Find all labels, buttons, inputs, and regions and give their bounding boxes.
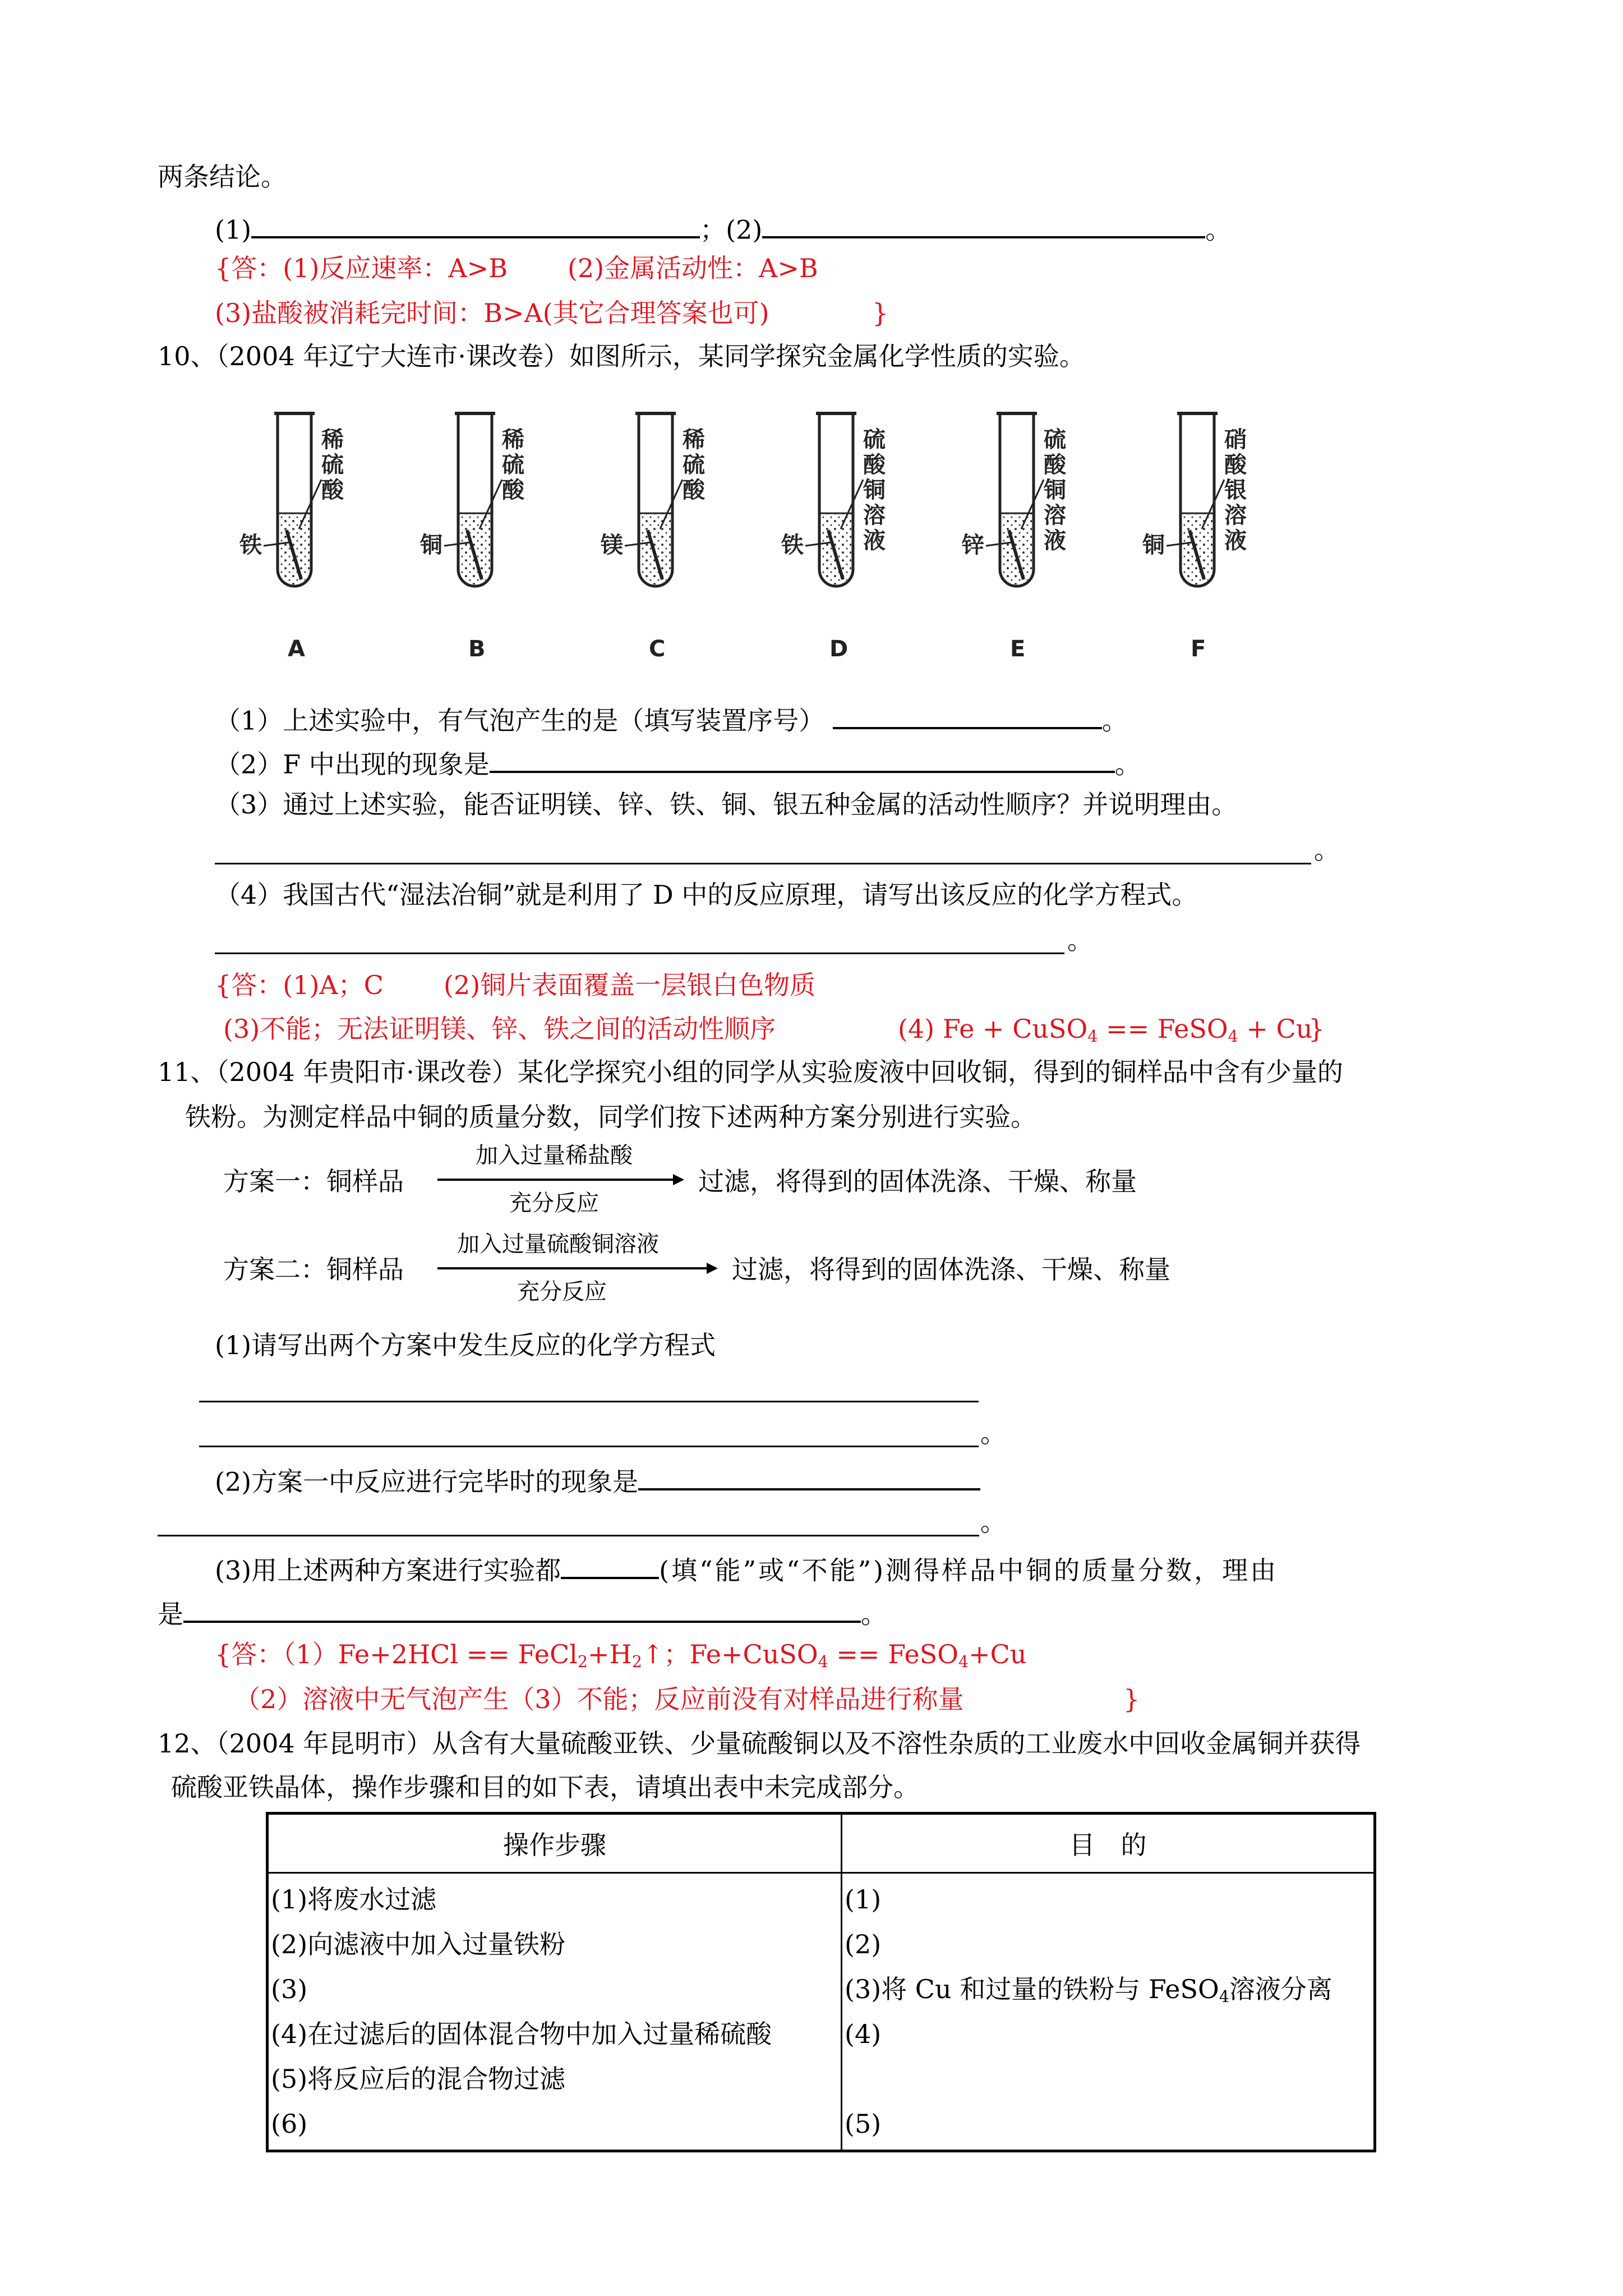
q11-sub2-line: [215, 1465, 980, 1497]
q10-answer-1a: {答：(1)A；C: [215, 970, 384, 1000]
test-tube-D: [781, 413, 886, 662]
solution-label-E: 酸: [1044, 452, 1066, 478]
tube-letter-E: E: [1010, 636, 1026, 662]
q9-answer-1b: (2)金属活动性：A>B: [568, 253, 818, 283]
purpose-4[interactable]: (4): [845, 2019, 882, 2049]
q9-fill-1-label: (1): [215, 214, 252, 245]
solution-label-B: 稀: [502, 427, 524, 453]
q12-title-line1: 12、（2004 年昆明市）从含有大量硫酸亚铁、少量硫酸铜以及不溶性杂质的工业废水中回收金属铜并获得: [158, 1728, 1361, 1759]
q11-sub2-blank[interactable]: [638, 1465, 980, 1490]
q11-sub3-blank-2[interactable]: [183, 1598, 861, 1623]
solution-label-F: 溶: [1224, 503, 1247, 528]
q10-answer-1b: (2)铜片表面覆盖一层银白色物质: [444, 970, 816, 1000]
q11-sub1-period: 。: [980, 1418, 1006, 1448]
test-tube-B: [419, 413, 525, 662]
solution-label-E: 硫: [1044, 427, 1066, 453]
purpose-blank: [845, 2056, 1371, 2101]
metal-label-B: 铜: [420, 532, 442, 558]
tube-letter-D: D: [829, 636, 849, 662]
q11-sub3-a: (3)用上述两种方案进行实验都: [215, 1555, 561, 1586]
header-steps: 操作步骤: [268, 1814, 842, 1873]
test-tube-F: [1142, 413, 1247, 662]
q11-sub3-line: [215, 1554, 1279, 1586]
tube-letter-A: A: [288, 636, 305, 662]
metal-label-E: 锌: [962, 532, 984, 558]
q10-answer-2b: (4) Fe + CuSO$_4$ == FeSO$_4$ + Cu: [898, 1014, 1313, 1046]
q11-plan1-arrow: [437, 1171, 684, 1188]
step-1: (1)将废水过滤: [271, 1884, 437, 1915]
metal-label-F: 铜: [1142, 532, 1165, 558]
solution-label-A: 硫: [321, 452, 344, 478]
solution-label-F: 液: [1224, 528, 1247, 554]
q10-sub4-blank[interactable]: [215, 953, 1064, 954]
q10-sub2-line: [215, 748, 1141, 780]
solution-label-D: 液: [863, 528, 886, 554]
step-3[interactable]: (3): [271, 1974, 308, 2004]
q10-sub1: （1）上述实验中，有气泡产生的是（填写装置序号）: [215, 705, 825, 736]
metal-label-D: 铁: [781, 532, 804, 558]
q11-sub2-blank-2[interactable]: [158, 1535, 979, 1536]
q9-fill-end: 。: [1205, 214, 1232, 245]
q9-answer-2a: (3)盐酸被消耗完时间：B>A(其它合理答案也可): [215, 298, 769, 328]
q11-answer-1: {答：$(1)Fe+2HCl == FeCl_2+H_2↑$；Fe+CuSO$_4$ == FeSO$_4$+Cu: [215, 1639, 1027, 1672]
step-6[interactable]: (6): [271, 2109, 308, 2139]
solution-label-C: 稀: [683, 427, 705, 453]
steps-column: [268, 1873, 842, 2151]
q10-sub1-period: 。: [1101, 705, 1128, 736]
step-4: (4)在过滤后的固体混合物中加入过量稀硫酸: [271, 2019, 772, 2049]
q11-plan2-result: 过滤，将得到的固体洗涤、干燥、称量: [732, 1254, 1170, 1285]
q10-sub3: （3）通过上述实验，能否证明镁、锌、铁、铜、银五种金属的活动性顺序？并说明理由。: [215, 789, 1238, 820]
q11-plan1-top: 加入过量稀盐酸: [476, 1143, 633, 1168]
q10-sub2-period: 。: [1114, 749, 1141, 780]
solution-label-B: 酸: [502, 477, 524, 503]
solution-label-C: 酸: [683, 477, 705, 503]
q10-sub1-line: [215, 704, 1128, 736]
q11-sub2: (2)方案一中反应进行完毕时的现象是: [215, 1466, 639, 1497]
solution-label-F: 酸: [1224, 452, 1247, 478]
test-tubes-figure: [213, 401, 1279, 670]
q9-blank-1[interactable]: [251, 213, 700, 238]
q11-plan1-label: 方案一：铜样品: [223, 1166, 404, 1197]
q10-sub2: （2）F 中出现的现象是: [215, 749, 490, 780]
tube-letter-F: F: [1191, 636, 1206, 662]
purpose-1[interactable]: (1): [845, 1884, 882, 1915]
q11-sub3-blank-1[interactable]: [561, 1554, 659, 1579]
q11-plan1-bottom: 充分反应: [509, 1190, 599, 1216]
steps-table: [266, 1812, 1376, 2152]
q10-answer-2a: (3)不能；无法证明镁、锌、铁之间的活动性顺序: [223, 1014, 776, 1044]
q11-sub2-period: 。: [980, 1507, 1006, 1537]
solution-label-C: 硫: [683, 452, 705, 478]
tube-letter-C: C: [649, 636, 666, 662]
q11-sub1: (1)请写出两个方案中发生反应的化学方程式: [215, 1330, 716, 1360]
q11-title-line2: 铁粉。为测定样品中铜的质量分数，同学们按下述两种方案分别进行实验。: [185, 1102, 1036, 1132]
solution-label-A: 酸: [321, 477, 344, 503]
purpose-5[interactable]: (5): [845, 2109, 882, 2139]
q11-title-line1: 11、（2004 年贵阳市·课改卷）某化学探究小组的同学从实验废液中回收铜，得到的铜样品中含有少量的: [158, 1057, 1343, 1087]
q10-sub4-period: 。: [1067, 925, 1093, 955]
tube-letter-B: B: [468, 636, 486, 662]
q11-answer-2a: （2）溶液中无气泡产生（3）不能；反应前没有对样品进行称量: [234, 1684, 964, 1714]
q10-sub1-blank[interactable]: [833, 704, 1102, 729]
test-tube-E: [961, 413, 1067, 662]
q10-sub2-blank[interactable]: [490, 748, 1115, 773]
q11-plan1-result: 过滤，将得到的固体洗涤、干燥、称量: [698, 1166, 1137, 1197]
step-2: (2)向滤液中加入过量铁粉: [271, 1929, 566, 1959]
q11-sub3-c: 是: [158, 1599, 183, 1630]
solution-label-D: 酸: [863, 452, 886, 478]
solution-label-E: 溶: [1044, 503, 1066, 528]
q9-fill-line: [215, 213, 1232, 245]
solution-label-E: 铜: [1044, 477, 1066, 503]
q11-sub3-line2: [158, 1598, 887, 1630]
q11-answer-2b: }: [1123, 1684, 1140, 1714]
q10-answer-2c: }: [1308, 1014, 1325, 1044]
purpose-2[interactable]: (2): [845, 1929, 882, 1959]
solution-label-D: 溶: [863, 503, 886, 528]
test-tube-A: [239, 413, 344, 662]
purpose-3: (3)将 Cu 和过量的铁粉与 FeSO$_4$溶液分离: [845, 1974, 1332, 2007]
metal-label-A: 铁: [239, 532, 262, 558]
q11-plan2-label: 方案二：铜样品: [223, 1254, 404, 1285]
q10-sub3-period: 。: [1314, 835, 1340, 865]
q10-sub3-blank[interactable]: [215, 863, 1311, 864]
solution-label-D: 铜: [863, 477, 886, 503]
q11-sub1-blank-1[interactable]: [199, 1401, 979, 1402]
q9-answer-1a: {答：(1)反应速率：A>B: [215, 253, 508, 283]
step-5: (5)将反应后的混合物过滤: [271, 2064, 566, 2094]
metal-label-C: 镁: [601, 532, 623, 558]
q10-title: 10、（2004 年辽宁大连市·课改卷）如图所示，某同学探究金属化学性质的实验。: [158, 341, 1085, 371]
q9-intro: 两条结论。: [158, 162, 287, 192]
header-purpose: 目 的: [842, 1814, 1375, 1873]
q11-sub3-b: (填“能”或“不能”)测得样品中铜的质量分数，理由: [659, 1555, 1279, 1586]
solution-label-D: 硫: [863, 427, 886, 453]
purpose-column: [842, 1873, 1375, 2151]
q9-answer-2b: }: [872, 298, 889, 328]
q9-blank-2[interactable]: [762, 213, 1205, 238]
q9-fill-sep: ；(2): [700, 214, 763, 245]
solution-label-B: 硫: [502, 452, 524, 478]
test-tube-C: [601, 413, 706, 662]
q11-plan2-arrow: [437, 1260, 718, 1277]
solution-label-E: 液: [1044, 528, 1066, 554]
solution-label-F: 银: [1224, 477, 1247, 503]
solution-label-F: 硝: [1224, 427, 1247, 453]
solution-label-A: 稀: [321, 427, 344, 453]
q11-sub1-blank-2[interactable]: [199, 1446, 979, 1447]
q10-sub4: （4）我国古代“湿法冶铜”就是利用了 D 中的反应原理，请写出该反应的化学方程式。: [215, 880, 1198, 910]
q11-plan2-top: 加入过量硫酸铜溶液: [457, 1231, 659, 1257]
q11-sub3-period: 。: [861, 1599, 887, 1630]
q12-title-line2: 硫酸亚铁晶体，操作步骤和目的如下表，请填出表中未完成部分。: [171, 1772, 919, 1802]
q11-plan2-bottom: 充分反应: [517, 1279, 607, 1305]
